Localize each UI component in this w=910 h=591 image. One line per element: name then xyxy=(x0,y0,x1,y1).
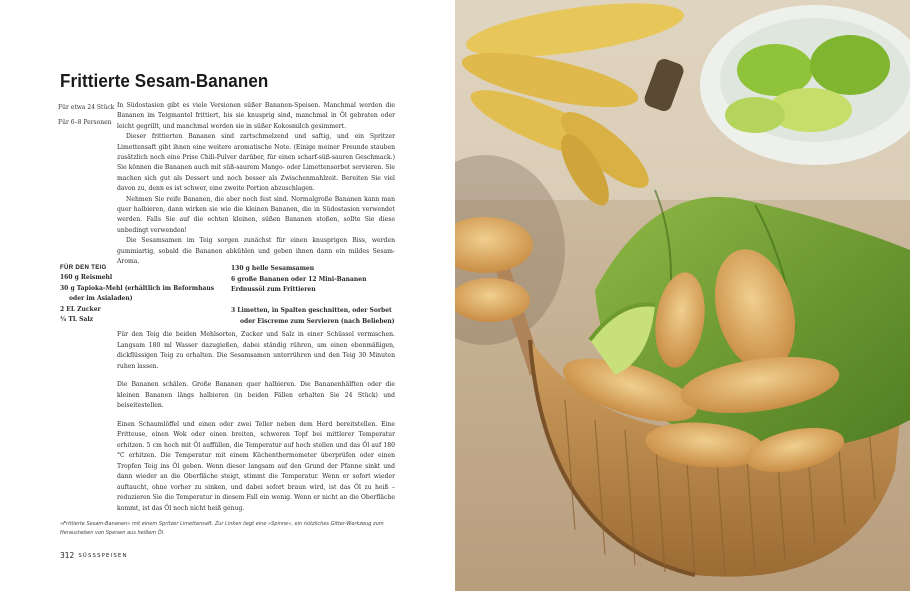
ingredient-item: Erdnussöl zum Frittieren xyxy=(231,286,316,293)
intro-text xyxy=(117,101,395,268)
recipe-yield: Für etwa 24 Stück xyxy=(58,104,115,111)
ingredient-item: 3 Limetten, in Spalten geschnitten, oder Sorbet xyxy=(231,307,392,314)
ingredient-item: 160 g Reismehl xyxy=(60,274,113,281)
recipe-title: Frittierte Sesam-Bananen xyxy=(60,70,269,91)
method-step: Für den Teig die beiden Mehlsorten, Zucker und Salz in einer Schüssel vermischen. Langsam 180 ml Wasser dazugießen, dabei ständig rühren, um einen ebenmäßigen, dickflüssigen Teig zu erhalten. Die Sesamsamen unterrühren und den Teig 30 Minuten ruhen lassen. xyxy=(117,331,395,370)
ingredients-heading: FÜR DEN TEIG xyxy=(60,264,107,271)
page-footer xyxy=(60,551,128,560)
ingredients-column-1 xyxy=(60,273,235,326)
intro-paragraph: Nehmen Sie reife Bananen, die aber noch fest sind. Normalgroße Bananen kann man quer halbieren, dann wirken sie wie die kleinen Bananen, die in Südostasien verwendet werden. Falls Sie auf die echten kleinen, süßen Bananen stoßen, sollte Sie diese unbedingt verwenden! xyxy=(117,195,395,234)
ingredient-spacer xyxy=(231,296,411,307)
ingredient-item: 2 EL Zucker xyxy=(60,305,101,313)
photo-illustration xyxy=(455,0,910,591)
ingredient-item: 130 g helle Sesamsamen xyxy=(231,265,315,272)
recipe-servings: Für 6–8 Personen xyxy=(58,119,112,126)
page-number: 312 xyxy=(60,551,75,560)
intro-paragraph: Die Sesamsamen im Teig sorgen zunächst für einen knusprigen Biss, werden gummiartig, sobald die Bananen abkühlen und geben ihnen dann ein mildes Sesam-Aroma. xyxy=(117,237,395,266)
ingredient-item: oder Eiscreme zum Servieren (nach Belieben) xyxy=(240,317,395,325)
ingredient-item: 30 g Tapioka-Mehl (erhältlich im Reformhaus xyxy=(60,284,215,292)
method-step: Die Bananen schälen. Große Bananen quer halbieren. Die Bananenhälften oder die kleinen Bananen längs halbieren (in beiden Fällen erhalten Sie 24 Stück) und beiseitestellen. xyxy=(117,381,395,409)
ingredient-item: oder im Asialaden) xyxy=(69,295,133,302)
method-step: Einen Schaumlöffel und einen oder zwei Teller neben dem Herd bereitstellen. Eine Fritteuse, einen Wok oder einen breiten, schweren Topf bei mittlerer Temperatur erhitzen. 5 cm hoch mit Öl auffüllen, die Temperatur auf hoch stellen und das Öl auf 180 °C erhitzen. Die Temperatur mit einem Küchenthermometer überprüfen oder einen Tropfen Teig ins Öl geben. Wenn dieser langsam auf den Grund der Pfanne sinkt und dann wieder an die Oberfläche steigt, stimmt die Temperatur. Wenn er sofort wieder auftaucht, ohne vorher zu sinken, und dabei sofort braun wird, ist das Öl zu heiß – reduzieren Sie die Temperatur in diesem Fall ein wenig. Wenn er nicht an die Oberfläche kommt, ist das Öl noch nicht heiß genug. xyxy=(117,420,395,512)
ingredients-column-2 xyxy=(231,264,411,327)
photo-caption: »Frittierte Sesam-Bananen« mit einem Spritzer Limettensaft. Zur Linken liegt eine »Spinne«, ein nützliches Gitter-Werkzeug zum Herausheben von Speisen aus heißem Öl. xyxy=(60,521,384,536)
method-text xyxy=(117,330,395,522)
intro-paragraph: In Südostasien gibt es viele Versionen süßer Bananen-Speisen. Manchmal werden die Bananen im Teigmantel frittiert, bis sie knusprig sind, manchmal in Öl gebraten oder leicht gegrillt, und manchmal werden sie in süßer Kokosmilch gesimmert. xyxy=(117,102,395,130)
ingredient-item: 6 große Bananen oder 12 Mini-Bananen xyxy=(231,275,367,283)
ingredient-item: ¾ TL Salz xyxy=(60,316,94,323)
intro-paragraph: Dieser frittierten Bananen sind zartschmelzend und saftig, und ein Spritzer Limettensaft gibt ihnen eine weitere aromatische Note. (Einige meiner Freunde stauben zusätzlich noch eine Prise Chili-Pulver darüber, für einen scharf-süß-sauren Geschmack.) Sie können die Bananen auch mit süß-saurem Mango- oder Limettensorbet servieren. Sie machen sich gut als Dessert und noch besser als Zwischenmahlzeit. Bereiten Sie viel davon zu, denn es ist schwer, eine zweite Portion abzuschlagen. xyxy=(117,133,395,193)
section-name: SÜSSSPEISEN xyxy=(78,553,128,559)
recipe-photo xyxy=(455,0,910,591)
